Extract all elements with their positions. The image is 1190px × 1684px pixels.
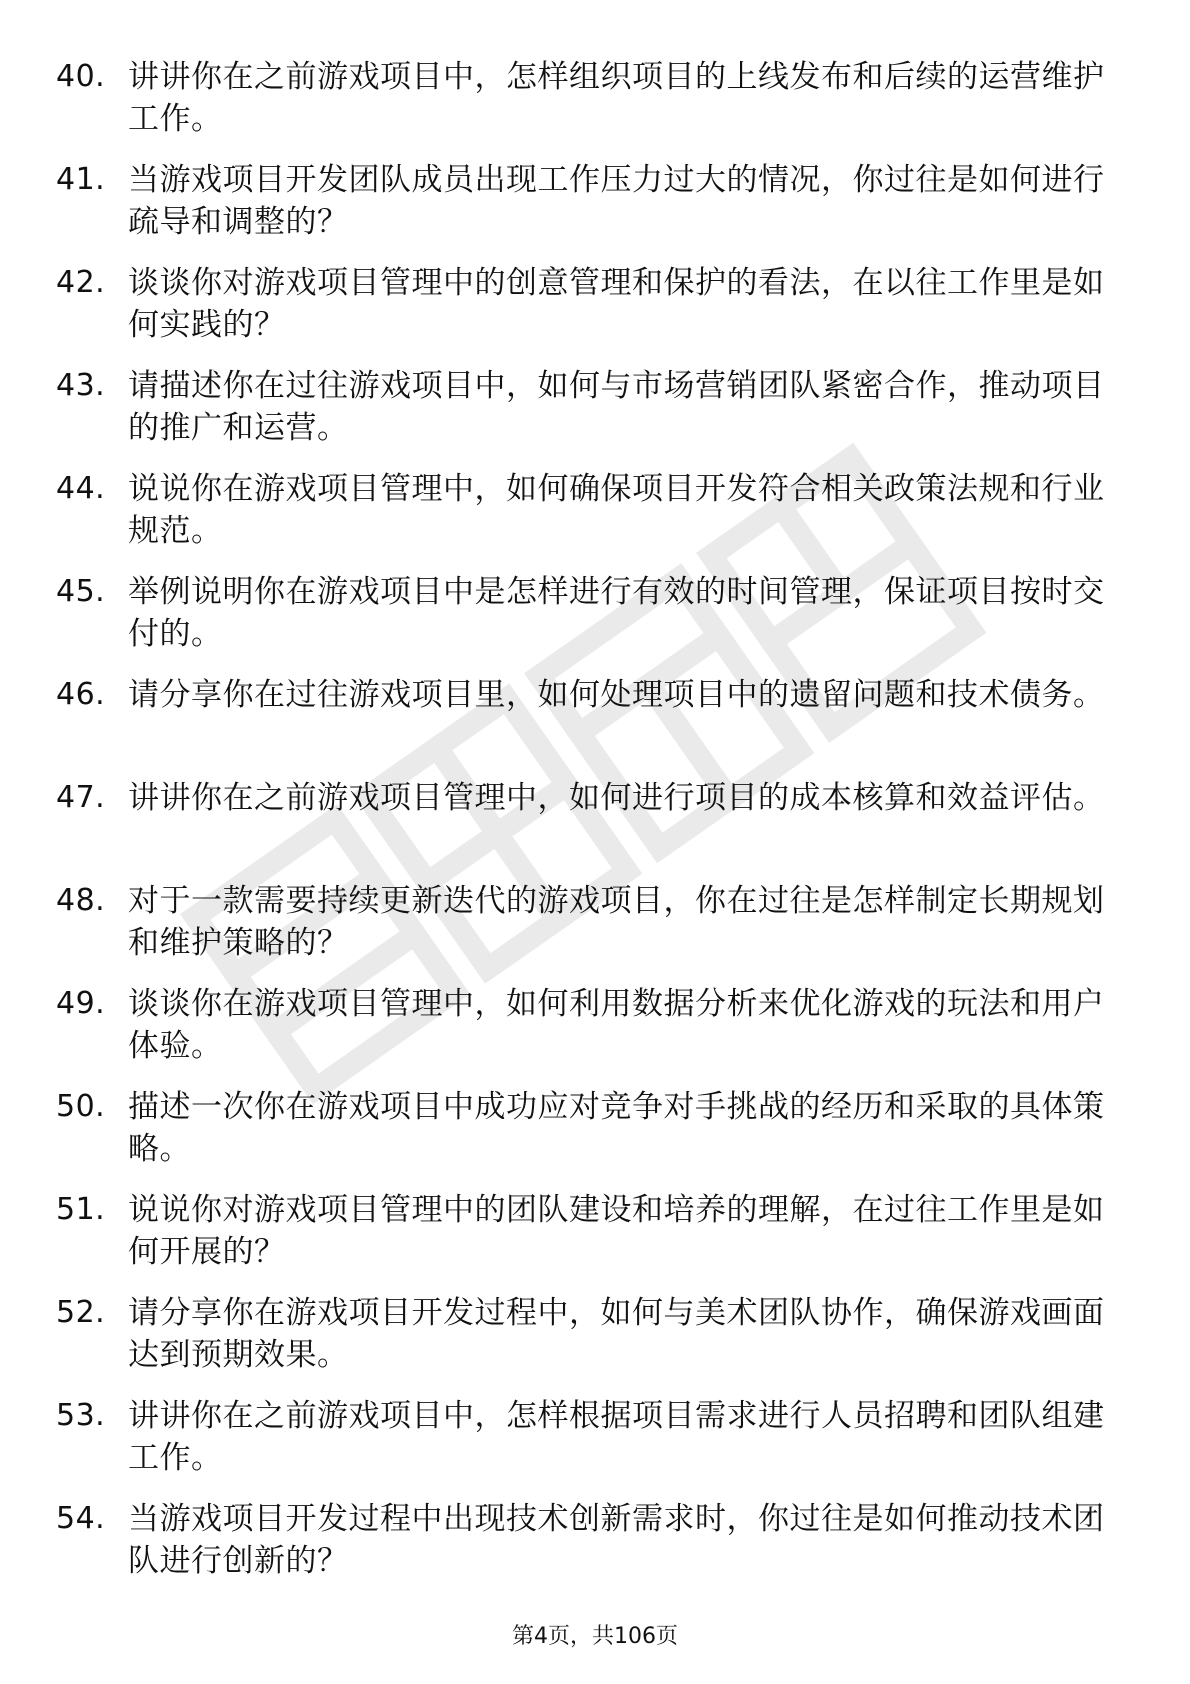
question-text: 当游戏项目开发过程中出现技术创新需求时，你过往是如何推动技术团队进行创新的？: [128, 1501, 1105, 1579]
question-number: 42.: [56, 265, 106, 300]
question-text: 举例说明你在游戏项目中是怎样进行有效的时间管理，保证项目按时交付的。: [128, 574, 1105, 652]
question-item: [56, 1395, 1116, 1498]
question-number: 52.: [56, 1295, 106, 1330]
question-text: 说说你在游戏项目管理中，如何确保项目开发符合相关政策法规和行业规范。: [128, 471, 1105, 549]
question-text: 讲讲你在之前游戏项目中，怎样组织项目的上线发布和后续的运营维护工作。: [128, 59, 1105, 137]
question-item: [56, 56, 1116, 159]
question-number: 44.: [56, 471, 106, 506]
question-text: 对于一款需要持续更新迭代的游戏项目，你在过往是怎样制定长期规划和维护策略的？: [128, 883, 1105, 961]
question-text: 请描述你在过往游戏项目中，如何与市场营销团队紧密合作，推动项目的推广和运营。: [128, 368, 1105, 446]
question-item: [56, 674, 1116, 777]
question-item: [56, 571, 1116, 674]
question-text: 谈谈你对游戏项目管理中的创意管理和保护的看法，在以往工作里是如何实践的？: [128, 265, 1105, 343]
page-footer: 第4页，共106页: [512, 1624, 678, 1649]
question-item: [56, 1086, 1116, 1189]
question-number: 54.: [56, 1501, 106, 1536]
question-text: 请分享你在过往游戏项目里，如何处理项目中的遗留问题和技术债务。: [128, 677, 1105, 713]
question-number: 46.: [56, 677, 106, 712]
question-text: 说说你对游戏项目管理中的团队建设和培养的理解，在过往工作里是如何开展的？: [128, 1192, 1105, 1270]
question-number: 50.: [56, 1089, 106, 1124]
question-number: 51.: [56, 1192, 106, 1227]
question-text: 讲讲你在之前游戏项目管理中，如何进行项目的成本核算和效益评估。: [128, 780, 1105, 816]
question-item: [56, 262, 1116, 365]
question-item: [56, 365, 1116, 468]
question-number: 40.: [56, 59, 106, 94]
question-item: [56, 1292, 1116, 1395]
question-number: 47.: [56, 780, 106, 815]
question-item: [56, 880, 1116, 983]
question-list: [56, 56, 1116, 1601]
question-text: 请分享你在游戏项目开发过程中，如何与美术团队协作，确保游戏画面达到预期效果。: [128, 1295, 1105, 1373]
question-number: 45.: [56, 574, 106, 609]
question-number: 48.: [56, 883, 106, 918]
question-item: [56, 983, 1116, 1086]
question-text: 谈谈你在游戏项目管理中，如何利用数据分析来优化游戏的玩法和用户体验。: [128, 986, 1105, 1064]
question-number: 43.: [56, 368, 106, 403]
question-item: [56, 1498, 1116, 1601]
question-number: 49.: [56, 986, 106, 1021]
question-text: 当游戏项目开发团队成员出现工作压力过大的情况，你过往是如何进行疏导和调整的？: [128, 162, 1105, 240]
question-text: 讲讲你在之前游戏项目中，怎样根据项目需求进行人员招聘和团队组建工作。: [128, 1398, 1105, 1476]
question-item: [56, 159, 1116, 262]
question-number: 41.: [56, 162, 106, 197]
question-number: 53.: [56, 1398, 106, 1433]
question-text: 描述一次你在游戏项目中成功应对竞争对手挑战的经历和采取的具体策略。: [128, 1089, 1105, 1167]
question-item: [56, 1189, 1116, 1292]
question-item: [56, 468, 1116, 571]
question-item: [56, 777, 1116, 880]
